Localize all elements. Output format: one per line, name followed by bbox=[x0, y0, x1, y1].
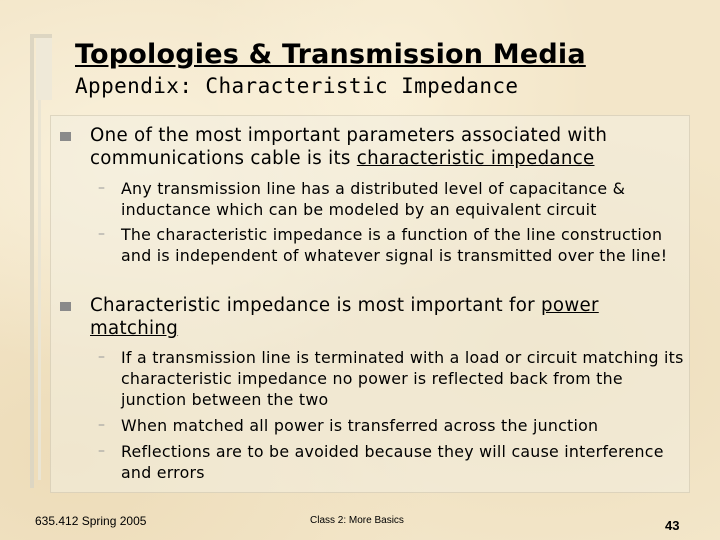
sub-bullet-text: Reflections are to be avoided because they will cause interference and errors bbox=[121, 442, 664, 482]
footer-course: 635.412 Spring 2005 bbox=[35, 514, 147, 528]
bullet-text bbox=[90, 294, 680, 340]
sub-bullet-text: If a transmission line is terminated with a load or circuit matching its characteristic impedance no power is reflected back from the junction between the two bbox=[121, 348, 684, 409]
dash-bullet-icon: – bbox=[98, 226, 105, 242]
dash-bullet-icon: – bbox=[98, 349, 105, 365]
sub-bullet-text: When matched all power is transferred across the junction bbox=[121, 416, 599, 435]
page-number: 43 bbox=[665, 518, 680, 533]
dash-bullet-icon: – bbox=[98, 417, 105, 433]
title-accent-block bbox=[36, 38, 52, 100]
bullet-text-body: Characteristic impedance is most important for bbox=[90, 295, 542, 316]
bullet-underlined-term: characteristic impedance bbox=[356, 148, 595, 169]
bullet-text-body: One of the most important parameters associated with communications cable is its bbox=[90, 125, 608, 169]
bullet-text bbox=[90, 124, 680, 170]
square-bullet-icon bbox=[60, 132, 71, 141]
sub-bullet-text: The characteristic impedance is a function of the line construction and is independent of whatever signal is transmitted over the line! bbox=[121, 225, 668, 265]
slide-subtitle: Appendix: Characteristic Impedance bbox=[75, 74, 519, 98]
dash-bullet-icon: – bbox=[98, 180, 105, 196]
bullet-underlined-term: power matching bbox=[90, 295, 599, 339]
slide-title: Topologies & Transmission Media bbox=[75, 39, 586, 70]
sub-bullet-text: Any transmission line has a distributed level of capacitance & inductance which can be modeled by an equivalent circuit bbox=[121, 179, 626, 219]
dash-bullet-icon: – bbox=[98, 443, 105, 459]
footer-class-label: Class 2: More Basics bbox=[310, 515, 404, 526]
square-bullet-icon bbox=[60, 302, 71, 311]
